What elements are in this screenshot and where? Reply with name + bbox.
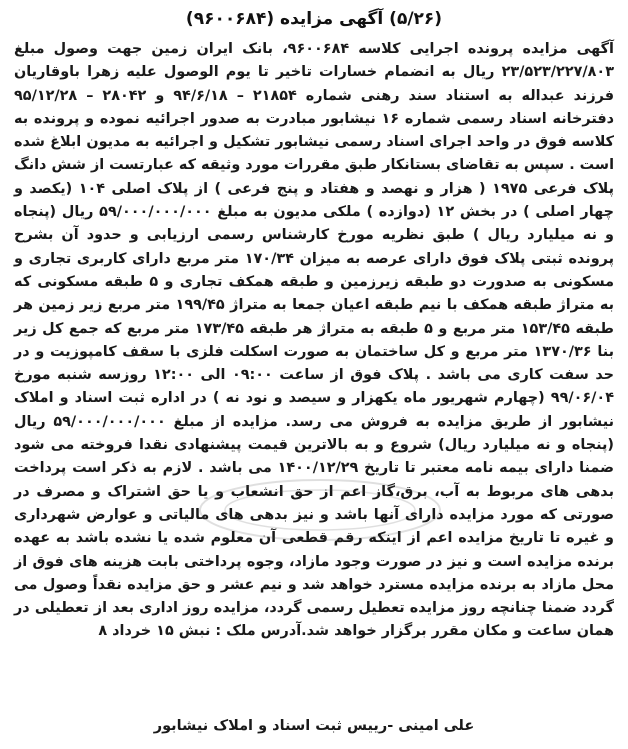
notice-body: آگهی مزایده پرونده اجرایی کلاسه ۹۶۰۰۶۸۴، بانک ایران زمین جهت وصول مبلغ ۲۳/۵۲۳/۲۲۷/۸۰۳ ریال به انضمام خسارات تاخیر تا یوم الوصول علیه زهرا باوقاریان فرزند عبداله به استناد سند رهنی شماره ۲۱۸۵۴ – ۹۴/۶/۱۸ و ۲۸۰۴۲ – ۹۵/۱۲/۲۸ دفترخانه اسناد رسمی شماره ۱۶ نیشابور مبادرت به صدور اجرائیه نموده و پرونده به کلاسه فوق در واحد اجرای اسناد رسمی نیشابور تشکیل و اجرائیه به مدیون ابلاغ شده است . سپس به تقاضای بستانکار طبق مقررات مورد وثیقه که عبارتست از شش دانگ پلاک فرعی ۱۹۷۵ ( هزار و نهصد و هفتاد و پنج فرعی ) از پلاک اصلی ۱۰۴ (یکصد و چهار اصلی ) در بخش ۱۲ (دوازده ) ملکی مدیون به مبلغ ۵۹/۰۰۰/۰۰۰/۰۰۰ ریال (پنجاه و نه میلیارد ریال ) طبق نظریه مورخ کارشناس رسمی ارزیابی و حدود آن بشرح پرونده ثبتی پلاک فوق دارای عرصه به میزان ۱۷۰/۳۴ متر مربع دارای کاربری تجاری و مسکونی به صدورت دو طبقه زیرزمین و طبقه همکف تجاری و ۵ طبقه مسکونی که به متراژ طبقه همکف با نیم طبقه اعیان جمعا به متراژ ۱۹۹/۴۵ متر مربع زیر زمین هر طبقه ۱۵۳/۴۵ متر مربع و ۵ طبقه به متراژ هر طبقه ۱۷۳/۴۵ متر مربع که جمع کل زیر بنا ۱۳۷۰/۳۶ متر مربع و کل ساختمان به صورت اسکلت فلزی با سقف کامپوزیت و در حد سفت کاری می باشد . پلاک فوق از ساعت ۰۹:۰۰ الی ۱۲:۰۰ روزسه شنبه مورخ ۹۹/۰۶/۰۴ (چهارم شهریور ماه یکهزار و سیصد و نود نه ) در اداره ثبت اسناد و املاک نیشابور از طریق مزایده به فروش می رسد. مزایده از مبلغ ۵۹/۰۰۰/۰۰۰/۰۰۰ ریال (پنجاه و نه میلیارد ریال) شروع و به بالاترین قیمت پیشنهادی نقدا فروخته می شود ضمنا دارای بیمه نامه معتبر تا تاریخ ۱۴۰۰/۱۲/۲۹ می باشد . لازم به ذکر است پرداخت بدهی های مربوط به آب، برق،گاز اعم از حق انشعاب و یا حق اشتراک و مصرف در صورتی که مورد مزایده دارای آنها باشد و نیز بدهی های مالیاتی و عوارض شهرداری و غیره تا تاریخ مزایده اعم از اینکه رقم قطعی آن معلوم شده یا نشده باشد به عهده برنده مزایده است و نیز در صورت وجود مازاد، وجوه پرداختی بابت هزینه های فوق از محل مازاد به برنده مزایده مسترد خواهد شد و نیم عشر و حق مزایده نقداً وصول می گردد ضمنا چنانچه روز مزایده تعطیل رسمی گردد، مزایده روز اداری بعد از تعطیلی در همان ساعت و مکان مقرر برگزار خواهد شد.آدرس ملک : نبش ۱۵ خرداد ۸ [13,41,615,640]
notice-title: (۵/۲۶) آگهی مزایده (۹۶۰۰۶۸۴) [185,9,443,29]
notice-signature: علی امینی -رییس ثبت اسناد و املاک نیشابور [153,718,475,734]
auction-notice [8,4,620,745]
